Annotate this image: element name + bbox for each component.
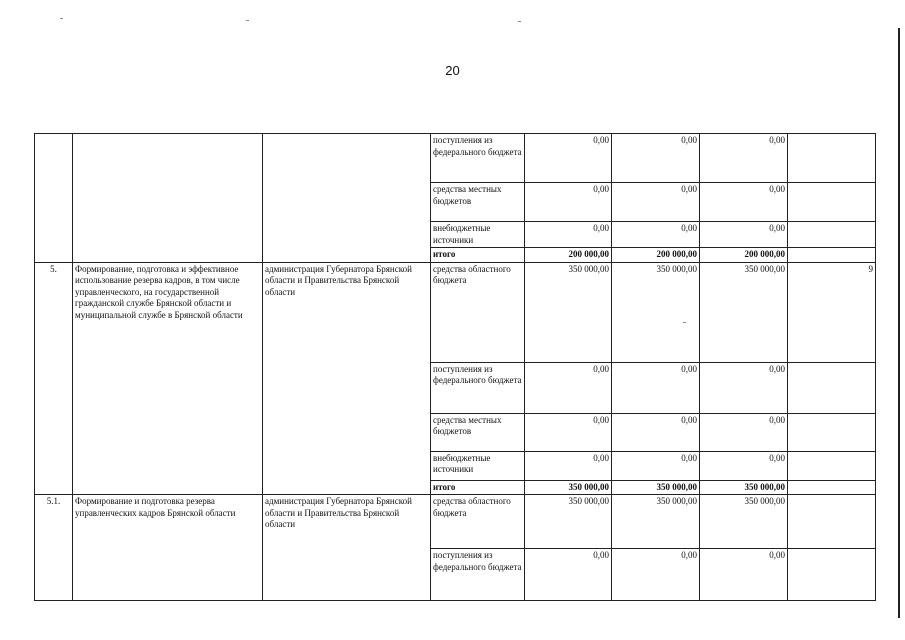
extra-cell [788, 549, 876, 601]
item-executor: администрация Губернатора Брянской области и Правительства Брянской области [263, 262, 431, 495]
amount-cell: 0,00 [700, 222, 788, 248]
index-cell-empty [35, 134, 73, 263]
amount-cell: 0,00 [525, 134, 612, 183]
page-edge-rule [898, 28, 900, 618]
amount-cell: 350 000,00 [612, 262, 700, 362]
funding-source: поступления из федерального бюджета [431, 362, 525, 413]
amount-cell: 0,00 [700, 549, 788, 601]
amount-cell: 0,00 [612, 222, 700, 248]
extra-cell [788, 451, 876, 480]
page-number: 20 [445, 63, 460, 78]
table-row [35, 262, 876, 362]
amount-cell: 0,00 [612, 549, 700, 601]
executor-cell-empty [263, 134, 431, 263]
item-name: Формирование, подготовка и эффективное использование резерва кадров, в том числе управленческого, на государственной гражданской службе Брянской области и муниципальной службе в Брянской области [73, 262, 263, 495]
amount-cell: 350 000,00 [525, 480, 612, 495]
amount-cell: 0,00 [700, 362, 788, 413]
table-row [35, 495, 876, 549]
item-executor: администрация Губернатора Брянской области и Правительства Брянской области [263, 495, 431, 601]
funding-source: поступления из федерального бюджета [431, 549, 525, 601]
item-index: 5. [35, 262, 73, 495]
funding-source: средства местных бюджетов [431, 183, 525, 222]
extra-cell [788, 362, 876, 413]
extra-cell [788, 495, 876, 549]
amount-cell: 0,00 [612, 134, 700, 183]
amount-cell: 0,00 [700, 134, 788, 183]
amount-cell: 350 000,00 [612, 480, 700, 495]
funding-source: внебюджетные источники [431, 451, 525, 480]
amount-cell: 0,00 [525, 362, 612, 413]
amount-cell: 350 000,00 [612, 495, 700, 549]
funding-source: итого [431, 248, 525, 263]
extra-cell [788, 248, 876, 263]
funding-source: внебюджетные источники [431, 222, 525, 248]
item-index: 5.1. [35, 495, 73, 601]
item-name: Формирование и подготовка резерва управленческих кадров Брянской области [73, 495, 263, 601]
extra-cell [788, 134, 876, 183]
name-cell-empty [73, 134, 263, 263]
amount-cell: 0,00 [612, 183, 700, 222]
budget-table [34, 133, 876, 601]
scan-speck [60, 18, 63, 19]
amount-cell: 0,00 [525, 549, 612, 601]
amount-cell: 0,00 [525, 222, 612, 248]
cut-value: 9 [788, 262, 876, 362]
amount-cell: 200 000,00 [525, 248, 612, 263]
amount-cell: 350 000,00 [700, 262, 788, 362]
funding-source: средства областного бюджета [431, 495, 525, 549]
amount-cell: 0,00 [525, 413, 612, 451]
amount-cell: 0,00 [612, 451, 700, 480]
extra-cell [788, 222, 876, 248]
funding-source: итого [431, 480, 525, 495]
amount-cell: 0,00 [612, 362, 700, 413]
table-row [35, 134, 876, 183]
amount-cell: 0,00 [700, 451, 788, 480]
extra-cell [788, 183, 876, 222]
amount-cell: 0,00 [525, 183, 612, 222]
amount-cell: 0,00 [700, 183, 788, 222]
extra-cell [788, 413, 876, 451]
amount-cell: 200 000,00 [612, 248, 700, 263]
amount-cell: 350 000,00 [700, 495, 788, 549]
scan-speck [518, 21, 521, 22]
amount-cell: 200 000,00 [700, 248, 788, 263]
extra-cell [788, 480, 876, 495]
funding-source: поступления из федерального бюджета [431, 134, 525, 183]
amount-cell: 0,00 [525, 451, 612, 480]
amount-cell: 350 000,00 [700, 480, 788, 495]
funding-source: средства областного бюджета [431, 262, 525, 362]
amount-cell: 0,00 [612, 413, 700, 451]
amount-cell: 350 000,00 [525, 262, 612, 362]
funding-source: средства местных бюджетов [431, 413, 525, 451]
scan-speck [246, 20, 249, 21]
amount-cell: 0,00 [700, 413, 788, 451]
amount-cell: 350 000,00 [525, 495, 612, 549]
